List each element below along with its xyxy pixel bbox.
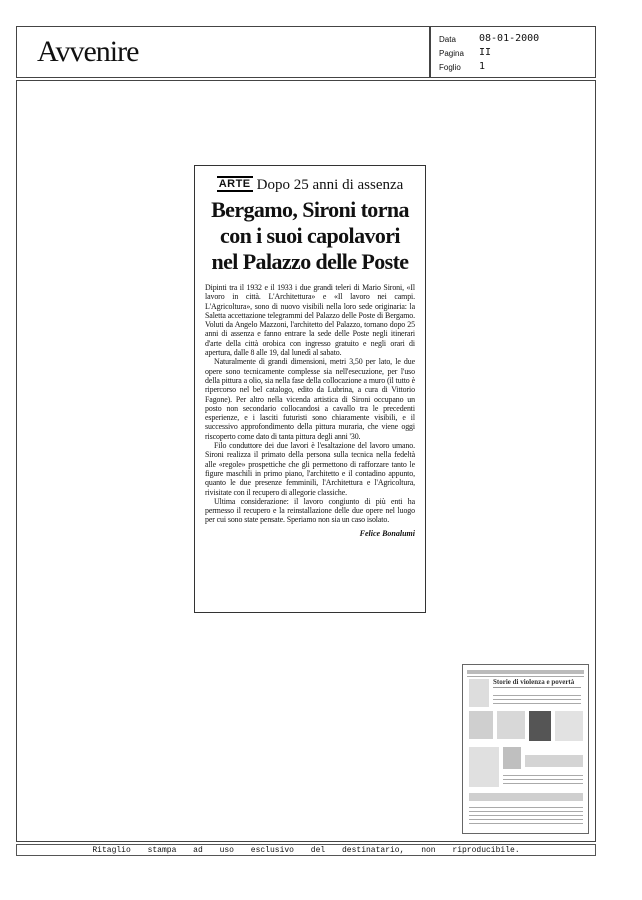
meta-date-value: 08-01-2000 (479, 33, 540, 44)
article-body (205, 283, 415, 525)
meta-sheet-value: 1 (479, 61, 486, 72)
article-headline (205, 197, 415, 275)
thumbnail-column-block (555, 711, 583, 741)
newspaper-logo: Avvenire (37, 35, 139, 68)
meta-date-row (439, 33, 540, 44)
article-author: Felice Bonalumi (359, 528, 415, 538)
thumbnail-subline (493, 687, 581, 688)
thumbnail-text-line (503, 783, 583, 784)
article-paragraph: Filo conduttore dei due lavori è l'esaltazione del lavoro umano. Sironi realizza il primato della persona sulla tecnica nella fedeltà alle «regole» prospettiche che gli permettono di rafforzare tanto le figure maschili in primo piano, l'architetto e il contadino appunto, quanto le due presenze femminili, l'Architettura e l'Agricoltura, rivisitate con il recupero di allegorie classiche. (205, 441, 415, 497)
thumbnail-text-line (469, 819, 583, 820)
meta-page-row (439, 47, 492, 58)
meta-page-label: Pagina (439, 49, 464, 58)
footer-notice-text: Ritaglio stampa ad uso esclusivo del destinatario, non riproducibile. (92, 846, 520, 855)
meta-page-value: II (479, 47, 492, 58)
thumbnail-photo-block (503, 747, 521, 769)
thumbnail-photo-block (529, 711, 551, 741)
article-paragraph: Naturalmente di grandi dimensioni, metri 3,50 per lato, le due opere sono tecnicamente complesse sia nell'esecuzione, per l'uso della pittura a olio, sia nella fase della collocazione a muro (il tutto è ripercorso nel bel catalogo, edito da Lubrina, a cura di Vittorio Fagone). Per altro nella vicenda artistica di Sironi occupano un posto non secondario collocandosi a cavallo tra le precedenti esperienze, e i lasciti futuristi sono chiaramente visibili, e il successivo approfondimento della pittura muraria, che viene oggi riscoperto come dato di tanta pittura degli anni '30. (205, 357, 415, 441)
headline-line: Bergamo, Sironi torna (211, 197, 409, 222)
thumbnail-text-line (469, 807, 583, 808)
thumbnail-headline-block (525, 755, 583, 767)
thumbnail-rule (467, 676, 584, 677)
thumbnail-headline: Storie di violenza e povertà (493, 678, 575, 686)
article-paragraph: Dipinti tra il 1932 e il 1933 i due grandi teleri di Mario Sironi, «Il lavoro in città. L'Architettura» e «Il lavoro nei campi. L'Agricoltura», sono di nuovo visibili nella loro sede originaria: la Saletta accettazione telegrammi del Palazzo delle Poste di Bergamo. Voluti da Angelo Mazzoni, l'architetto del Palazzo, tornano dopo 25 anni di assenza e fanno entrare la sede delle Poste negli itinerari d'arte della città orobica con ingresso gratuito e negli orari di apertura, dalle 8 alle 19, dal lunedì al sabato. (205, 283, 415, 358)
thumbnail-text-line (503, 779, 583, 780)
thumbnail-text-line (469, 815, 583, 816)
thumbnail-column-block (469, 747, 499, 787)
thumbnail-text-line (503, 775, 583, 776)
article-kicker (205, 176, 415, 194)
rubric-label: ARTE (218, 178, 251, 190)
meta-sheet-label: Foglio (439, 63, 461, 72)
page-thumbnail (462, 664, 589, 834)
thumbnail-image-block (469, 679, 489, 707)
thumbnail-headline-block (469, 793, 583, 801)
thumbnail-column-block (497, 711, 525, 739)
article-clipping (194, 165, 426, 613)
thumbnail-text-line (493, 703, 581, 704)
kicker-text: Dopo 25 anni di assenza (256, 177, 404, 193)
thumbnail-text-line (469, 811, 583, 812)
headline-line: nel Palazzo delle Poste (211, 249, 409, 274)
meta-sheet-row (439, 61, 486, 72)
thumbnail-masthead-band (467, 670, 584, 674)
header-masthead-box (16, 26, 430, 78)
thumbnail-text-line (469, 823, 583, 824)
header-meta-box (430, 26, 596, 78)
thumbnail-text-line (493, 695, 581, 696)
headline-line: con i suoi capolavori (220, 223, 400, 248)
meta-date-label: Data (439, 35, 456, 44)
article-paragraph: Ultima considerazione: il lavoro congiunto di più enti ha permesso il recupero e la reinstallazione delle due opere nel luogo per cui sono state pensate. Speriamo non sia un caso isolato. (205, 496, 415, 525)
thumbnail-column-block (469, 711, 493, 739)
footer-notice-box (16, 844, 596, 856)
thumbnail-text-line (493, 699, 581, 700)
